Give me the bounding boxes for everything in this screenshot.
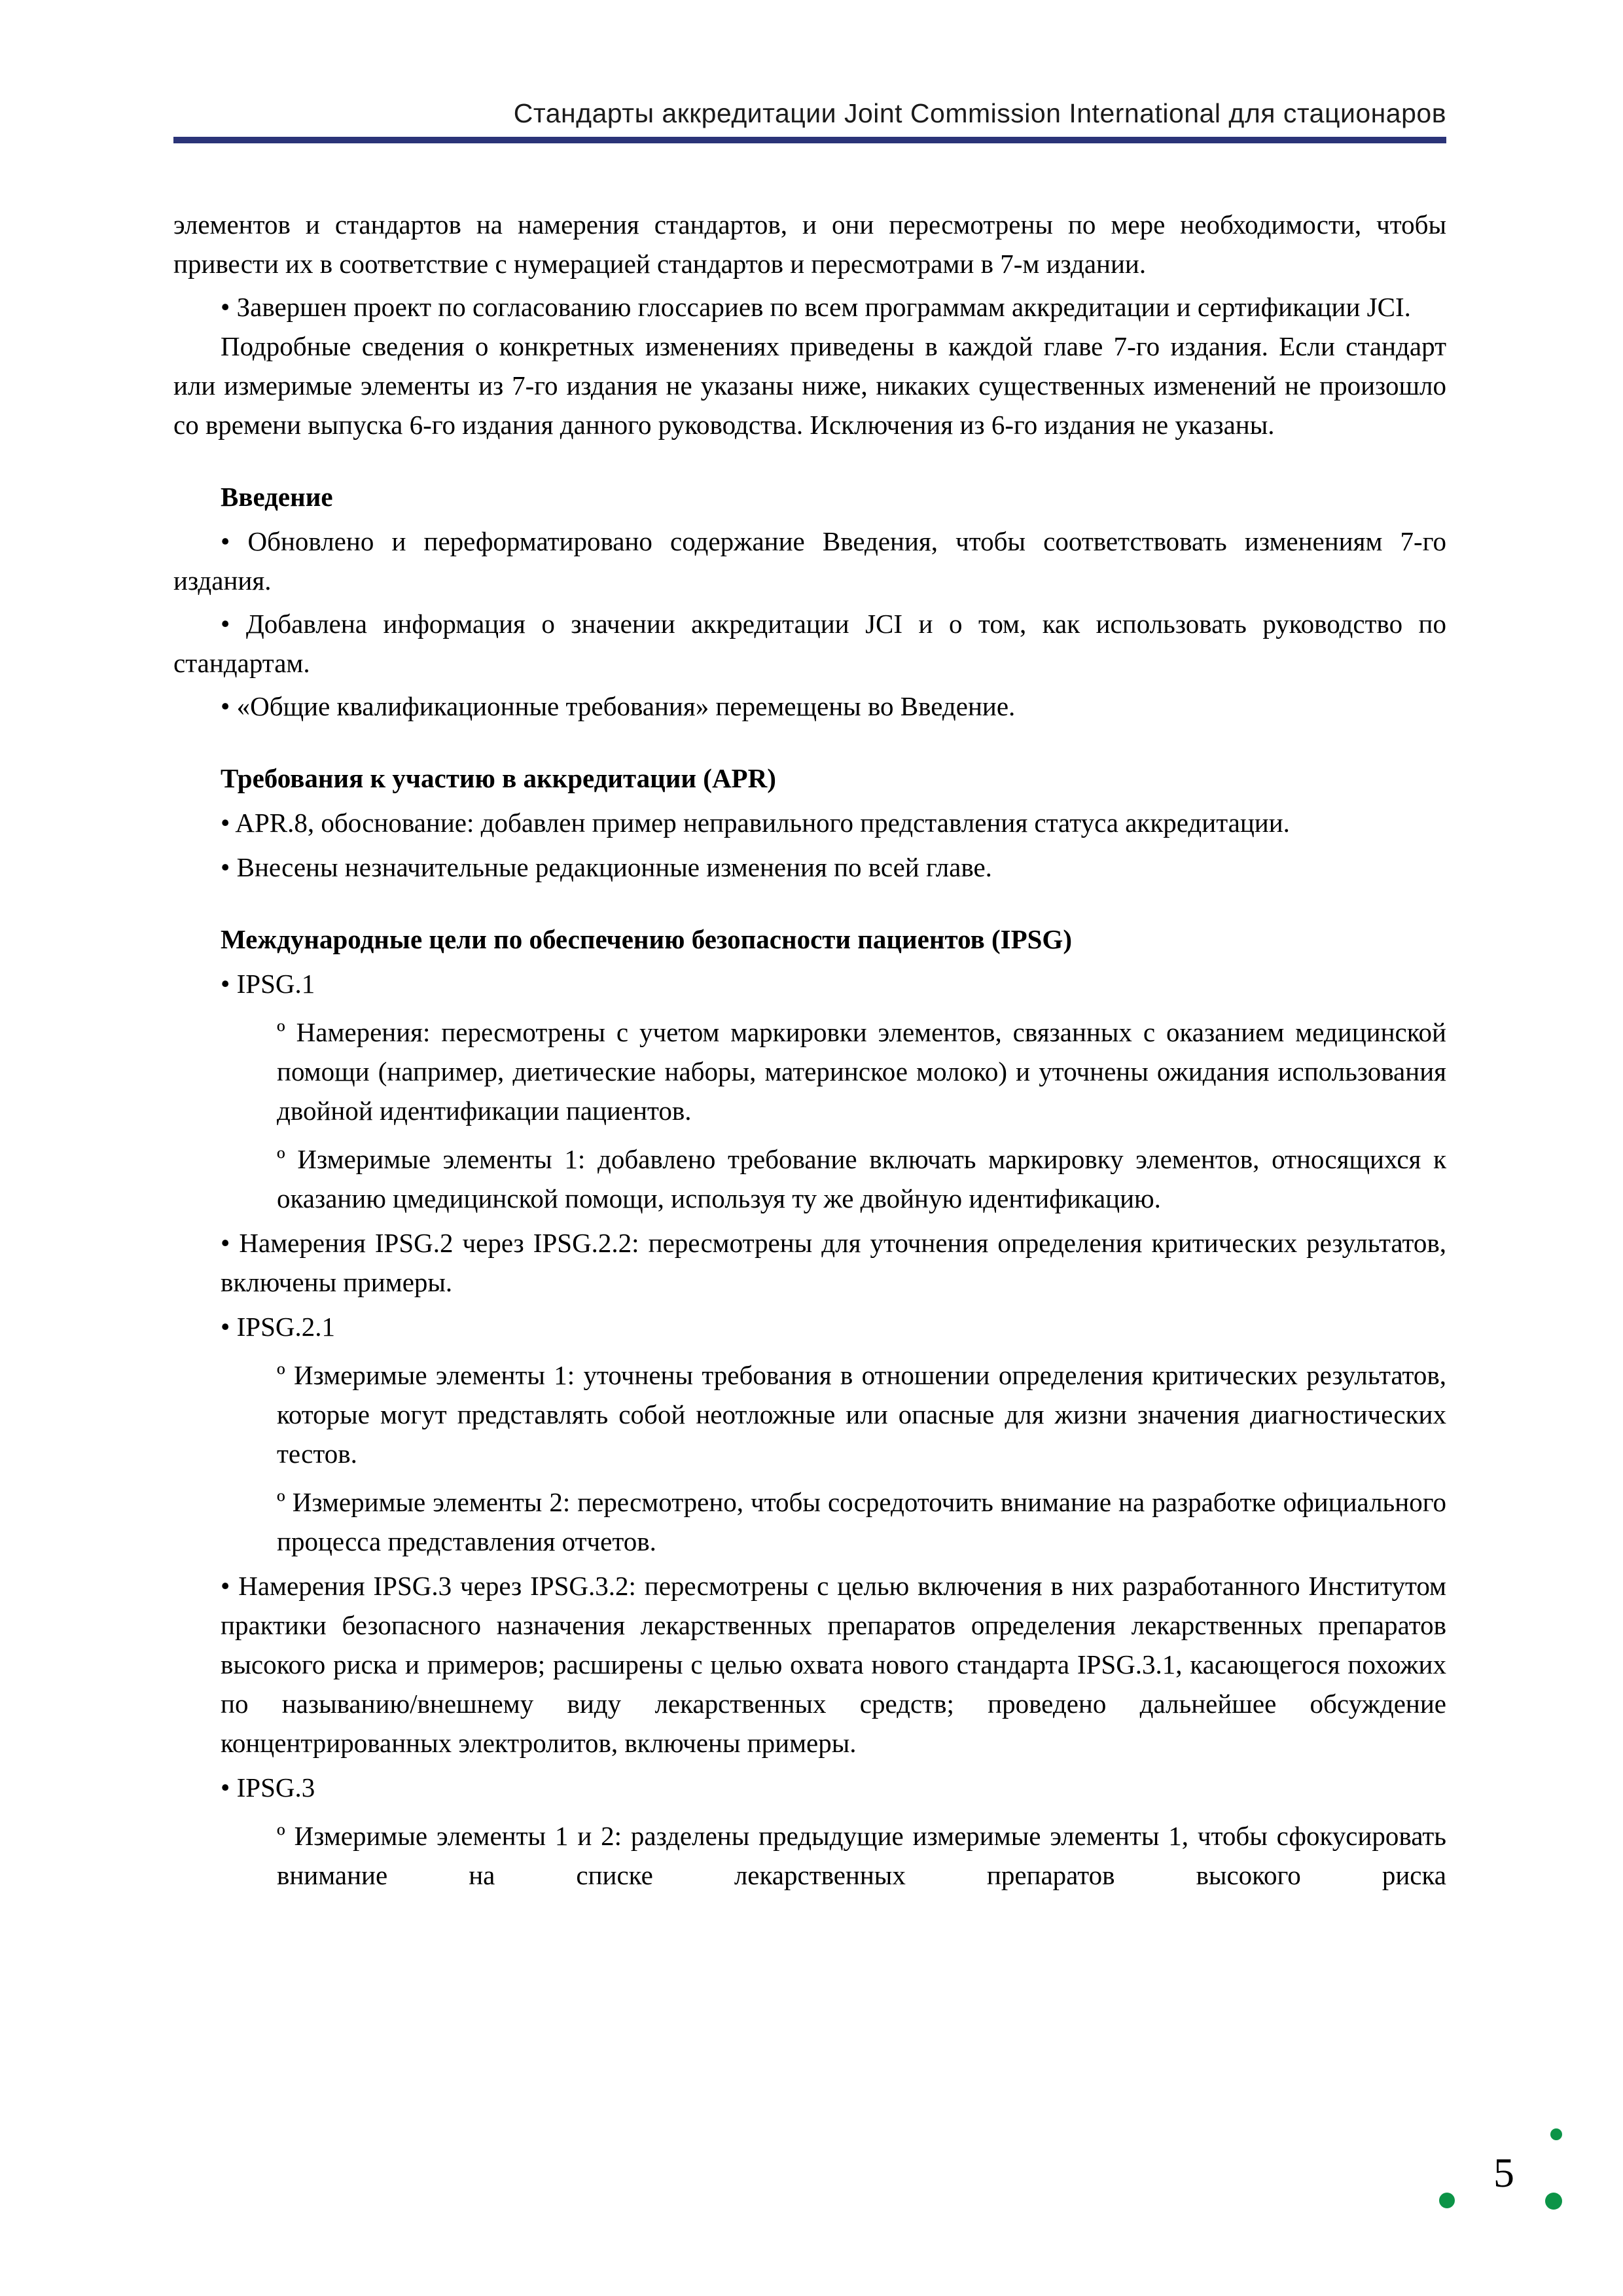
bullet-item: • Намерения IPSG.3 через IPSG.3.2: пересмотрены с целью включения в них разработанного Институтом практики безопасного назначения лекарственных препаратов определения лекарственных препаратов высокого риска и примеров; расширены с целью охвата нового стандарта IPSG.3.1, касающегося похожих по называнию/внешнему виду лекарственных средств; проведено дальнейшее обсуждение концентрированных электролитов, включены примеры. bbox=[221, 1571, 1446, 1759]
bullet-item: • IPSG.2.1 bbox=[221, 1312, 335, 1342]
bullet-item: • IPSG.3 bbox=[221, 1772, 315, 1803]
bullet-marker-icon: • bbox=[221, 1772, 237, 1803]
header-rule bbox=[173, 137, 1446, 143]
body-text bbox=[173, 143, 1446, 1895]
bullet-marker-icon: º bbox=[277, 1487, 293, 1518]
bullet-marker-icon: • bbox=[221, 691, 237, 722]
bullet-marker-icon: º bbox=[277, 1821, 294, 1852]
page-number: 5 bbox=[1493, 2149, 1514, 2196]
bullet-marker-icon: • bbox=[221, 808, 236, 838]
bullet-item: • Намерения IPSG.2 через IPSG.2.2: пересмотрены для уточнения определения критических результатов, включены примеры. bbox=[221, 1228, 1447, 1298]
bullet-marker-icon: • bbox=[221, 526, 248, 557]
bullet-item: • Внесены незначительные редакционные изменения по всей главе. bbox=[221, 852, 992, 883]
bullet-item: • APR.8, обоснование: добавлен пример неправильного представления статуса аккредитации. bbox=[221, 808, 1290, 838]
bullet-marker-icon: • bbox=[221, 852, 237, 883]
bullet-marker-icon: • bbox=[221, 1228, 240, 1259]
sub-bullet-item: º Намерения: пересмотрены с учетом маркировки элементов, связанных с оказанием медицинской помощи (например, диетические наборы, материнское молоко) и уточнены ожидания использования двойной идентификации пациентов. bbox=[277, 1017, 1446, 1126]
content-column bbox=[173, 0, 1446, 1895]
section-heading: Международные цели по обеспечению безопасности пациентов (IPSG) bbox=[221, 924, 1072, 955]
sub-bullet-item: º Измеримые элементы 1 и 2: разделены предыдущие измеримые элементы 1, чтобы сфокусировать внимание на списке лекарственных препаратов высокого риска bbox=[277, 1821, 1446, 1891]
bullet-marker-icon: º bbox=[277, 1017, 296, 1048]
green-dot-icon bbox=[1545, 2193, 1562, 2210]
bullet-marker-icon: • bbox=[221, 1312, 237, 1342]
section-heading: Введение bbox=[221, 482, 333, 512]
bullet-marker-icon: • bbox=[221, 292, 237, 323]
sub-bullet-item: º Измеримые элементы 2: пересмотрено, чтобы сосредоточить внимание на разработке официального процесса представления отчетов. bbox=[277, 1487, 1446, 1557]
bullet-item: • Добавлена информация о значении аккредитации JCI и о том, как использовать руководство по стандартам. bbox=[173, 609, 1446, 679]
bullet-item: • «Общие квалификационные требования» перемещены во Введение. bbox=[221, 691, 1016, 722]
bullet-item: • Обновлено и переформатировано содержание Введения, чтобы соответствовать изменениям 7-го издания. bbox=[173, 526, 1446, 596]
bullet-marker-icon: • bbox=[221, 969, 237, 999]
sub-bullet-item: º Измеримые элементы 1: добавлено требование включать маркировку элементов, относящихся к оказанию цмедицинской помощи, используя ту же двойную идентификацию. bbox=[277, 1144, 1446, 1214]
paragraph: элементов и стандартов на намерения стандартов, и они пересмотрены по мере необходимости, чтобы привести их в соответствие с нумерацией стандартов и пересмотрами в 7-м издании. bbox=[173, 209, 1446, 279]
green-dot-icon bbox=[1550, 2128, 1562, 2140]
section-heading: Требования к участию в аккредитации (APR) bbox=[221, 763, 776, 794]
bullet-marker-icon: º bbox=[277, 1144, 298, 1175]
green-dot-icon bbox=[1439, 2193, 1455, 2208]
paragraph: Подробные сведения о конкретных изменениях приведены в каждой главе 7-го издания. Если стандарт или измеримые элементы из 7-го издания не указаны ниже, никаких существенных изменений не произошло со времени выпуска 6-го издания данного руководства. Исключения из 6-го издания не указаны. bbox=[173, 331, 1446, 440]
sub-bullet-item: º Измеримые элементы 1: уточнены требования в отношении определения критических результатов, которые могут представлять собой неотложные или опасные для жизни значения диагностических тестов. bbox=[277, 1360, 1447, 1469]
bullet-item: • IPSG.1 bbox=[221, 969, 315, 999]
bullet-marker-icon: • bbox=[221, 609, 246, 639]
bullet-marker-icon: • bbox=[221, 1571, 239, 1602]
bullet-item: • Завершен проект по согласованию глоссариев по всем программам аккредитации и сертификации JCI. bbox=[221, 292, 1411, 323]
running-header: Стандарты аккредитации Joint Commission International для стационаров bbox=[513, 98, 1446, 128]
bullet-marker-icon: º bbox=[277, 1360, 294, 1391]
